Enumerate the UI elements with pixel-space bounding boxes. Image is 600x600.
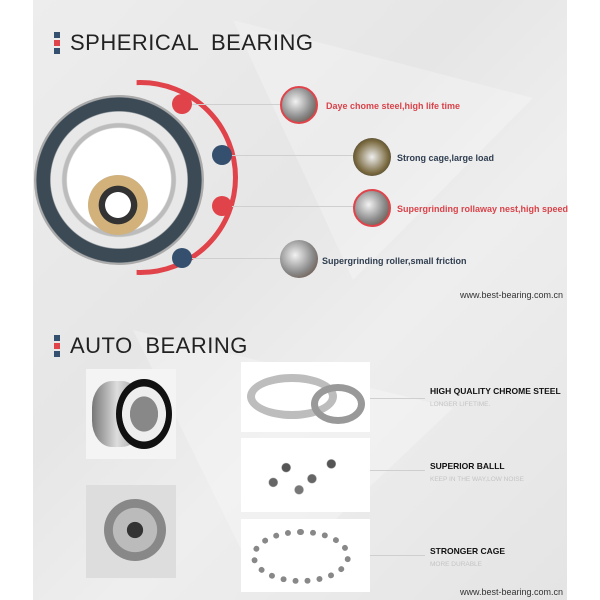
feature-thumbnail: [353, 189, 391, 227]
header-marker-icon: [54, 335, 60, 357]
feature-text: Strong cage,large load: [397, 153, 495, 163]
marker-dot: [172, 248, 192, 268]
wheel-bearing-image: [86, 369, 176, 459]
feature-thumbnail: [280, 240, 318, 278]
feature-title: HIGH QUALITY CHROME STEEL: [430, 386, 561, 396]
feature-text: Supergrinding rollaway nest,high speed: [397, 204, 569, 214]
hub-assembly-image: [86, 485, 176, 578]
feature-title: STRONGER CAGE: [430, 546, 506, 556]
website-url[interactable]: www.best-bearing.com.cn: [460, 587, 564, 597]
feature-thumbnail: [280, 86, 318, 124]
feature-text: Daye chome steel,high life time: [326, 101, 461, 111]
feature-subtitle: KEEP IN THE WAY,LOW NOISE: [430, 476, 524, 483]
steel-balls-image: [241, 438, 370, 512]
section-title: SPHERICAL BEARING: [70, 30, 314, 55]
feature-subtitle: MORE DURABLE: [430, 561, 483, 568]
header-marker-icon: [54, 32, 60, 54]
feature-subtitle: LONGER LIFETIME.: [430, 401, 491, 408]
marker-dot: [212, 196, 232, 216]
website-url[interactable]: www.best-bearing.com.cn: [460, 290, 564, 300]
feature-title: SUPERIOR BALLL: [430, 461, 505, 471]
small-bearing-image: [88, 175, 148, 235]
spherical-header: [54, 30, 314, 56]
feature-text: Supergrinding roller,small friction: [322, 256, 467, 266]
section-title: AUTO BEARING: [70, 333, 248, 358]
chrome-steel-ring-image: [241, 362, 370, 432]
cage-image: [241, 519, 370, 592]
marker-dot: [212, 145, 232, 165]
auto-header: [54, 333, 248, 359]
marker-dot: [172, 94, 192, 114]
feature-thumbnail: [353, 138, 391, 176]
